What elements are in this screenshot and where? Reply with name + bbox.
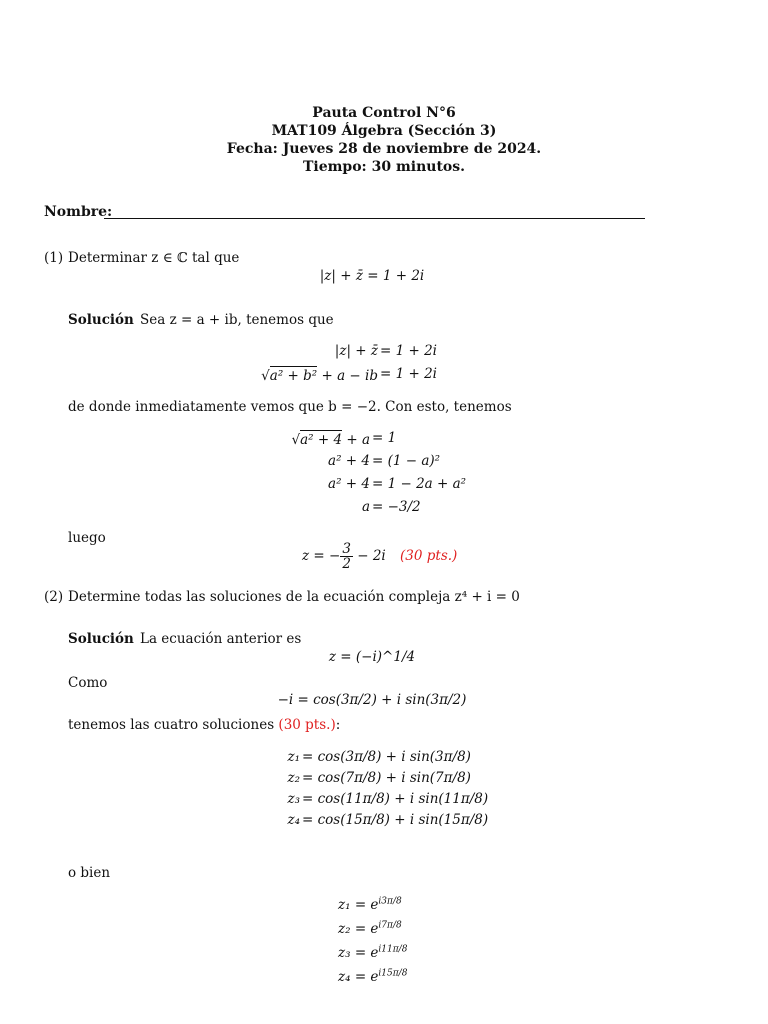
problem-1-equation: |z| + z̄ = 1 + 2i: [319, 268, 425, 284]
solution-rhs: = cos(3π/8) + i sin(3π/8): [302, 749, 471, 765]
eq-b-right: = (1 − a)²: [372, 453, 441, 469]
exp-solution: $z_3 = e^{i11\pi/8}$: [338, 944, 408, 961]
eq-b-left: a² + 4: [328, 453, 370, 469]
solution-lhs: z₃: [287, 791, 300, 807]
exp-solution: $z_1 = e^{i3\pi/8}$: [338, 896, 402, 913]
solution-1-intro: Sea z = a + ib, tenemos que: [140, 312, 334, 328]
solution-rhs: = cos(11π/8) + i sin(11π/8): [302, 791, 489, 807]
name-line: [104, 218, 645, 219]
document-title: Pauta Control N°6: [312, 105, 456, 121]
eq-d-right: = −3/2: [372, 499, 421, 515]
exp-solution: $z_2 = e^{i7\pi/8}$: [338, 920, 402, 937]
step-1-left: |z| + z̄: [334, 343, 378, 359]
eq-c-left: a² + 4: [328, 476, 370, 492]
middle-text: de donde inmediatamente vemos que b = −2. Con esto, tenemos: [68, 399, 512, 415]
course-name: MAT109 Álgebra (Sección 3): [271, 123, 497, 139]
problem-1-statement: Determinar z ∈ ℂ tal que: [68, 250, 240, 266]
luego-text: luego: [68, 530, 106, 546]
exam-duration: Tiempo: 30 minutos.: [302, 159, 466, 175]
solution-1-label: Solución: [68, 312, 134, 328]
final-answer: z = − $\frac{3}{2}$ − 2i (30 pts.): [302, 541, 458, 572]
problem-2-eq2: −i = cos(3π/2) + i sin(3π/2): [277, 692, 467, 708]
como-text: Como: [68, 675, 108, 691]
eq-d-left: a: [361, 499, 370, 515]
solution-rhs: = cos(7π/8) + i sin(7π/8): [302, 770, 471, 786]
eq-a-right: = 1: [372, 430, 397, 446]
o-bien-text: o bien: [68, 865, 111, 881]
eq-a-left: √a² + 4 + a: [291, 432, 370, 448]
four-solutions-text: tenemos las cuatro soluciones (30 pts.):: [68, 717, 341, 733]
exam-date: Fecha: Jueves 28 de noviembre de 2024.: [226, 141, 542, 157]
exp-solution: $z_4 = e^{i15\pi/8}$: [338, 968, 408, 985]
solution-2-label: Solución: [68, 631, 134, 647]
points-badge: (30 pts.): [400, 548, 458, 564]
step-2-left: √a² + b² + a − ib: [261, 368, 378, 384]
problem-2-number: (2): [44, 589, 64, 605]
eq-c-right: = 1 − 2a + a²: [372, 476, 467, 492]
problem-2-eq1: z = (−i)^1/4: [328, 649, 416, 665]
solution-lhs: z₄: [287, 812, 300, 828]
name-label: Nombre:: [44, 204, 113, 220]
solution-lhs: z₂: [287, 770, 300, 786]
step-1-right: = 1 + 2i: [380, 343, 437, 359]
solution-lhs: z₁: [287, 749, 300, 765]
solution-rhs: = cos(15π/8) + i sin(15π/8): [302, 812, 489, 828]
step-2-right: = 1 + 2i: [380, 366, 437, 382]
solution-2-intro: La ecuación anterior es: [140, 631, 302, 647]
problem-2-statement: Determine todas las soluciones de la ecuación compleja z⁴ + i = 0: [68, 589, 520, 605]
problem-1-number: (1): [44, 250, 64, 266]
